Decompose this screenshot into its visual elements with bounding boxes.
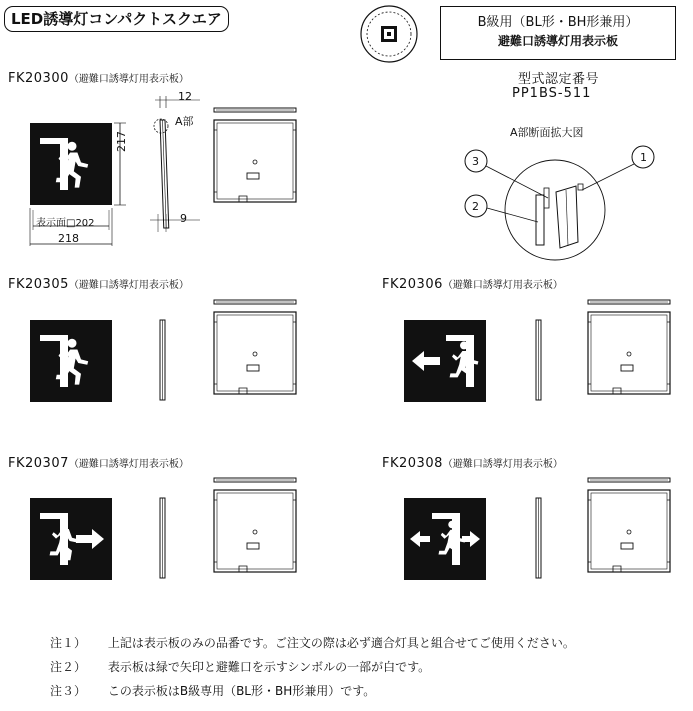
dim-display: 表示面□202: [36, 218, 95, 229]
series-title: LED誘導灯コンパクトスクエア: [4, 6, 229, 32]
note-label: 注２）: [50, 660, 87, 674]
model-desc: （避難口誘導灯用表示板）: [442, 459, 563, 470]
note-text: この表示板はB級専用（BL形・BH形兼用）です。: [107, 684, 376, 698]
model-number: FK20306: [382, 277, 443, 292]
callout-3: 3: [472, 155, 479, 168]
model-desc: （避難口誘導灯用表示板）: [68, 280, 189, 291]
model-desc: （避難口誘導灯用表示板）: [68, 74, 189, 85]
model-number: FK20308: [382, 456, 443, 471]
dim-thickness: 9: [180, 212, 187, 225]
note-text: 上記は表示板のみの品番です。ご注文の際は必ず適合灯具と組合せてご使用ください。: [107, 636, 575, 650]
note-label: 注３）: [50, 684, 87, 698]
a-part-label: A部: [175, 115, 194, 128]
model-number: FK20305: [8, 277, 69, 292]
model-number: FK20300: [8, 71, 69, 86]
note-2: [50, 658, 430, 675]
type-cert-number: PP1BS-511: [512, 86, 592, 101]
note-label: 注１）: [50, 636, 87, 650]
model-desc: （避難口誘導灯用表示板）: [68, 459, 189, 470]
callout-2: 2: [472, 200, 479, 213]
cert-line1: B級用（BL形・BH形兼用）: [477, 15, 639, 30]
cert-line2: 避難口誘導灯用表示板: [497, 34, 618, 48]
dim-width: 218: [58, 232, 79, 245]
model-number: FK20307: [8, 456, 69, 471]
detail-title: A部断面拡大図: [510, 126, 584, 139]
dim-height: 217: [115, 131, 128, 152]
dim-depth: 12: [178, 90, 192, 103]
note-1: [50, 634, 575, 651]
note-text: 表示板は緑で矢印と避難口を示すシンボルの一部が白です。: [107, 660, 431, 674]
callout-1: 1: [640, 151, 647, 164]
model-desc: （避難口誘導灯用表示板）: [442, 280, 563, 291]
note-3: [50, 682, 375, 699]
type-cert-label: 型式認定番号: [518, 72, 600, 87]
